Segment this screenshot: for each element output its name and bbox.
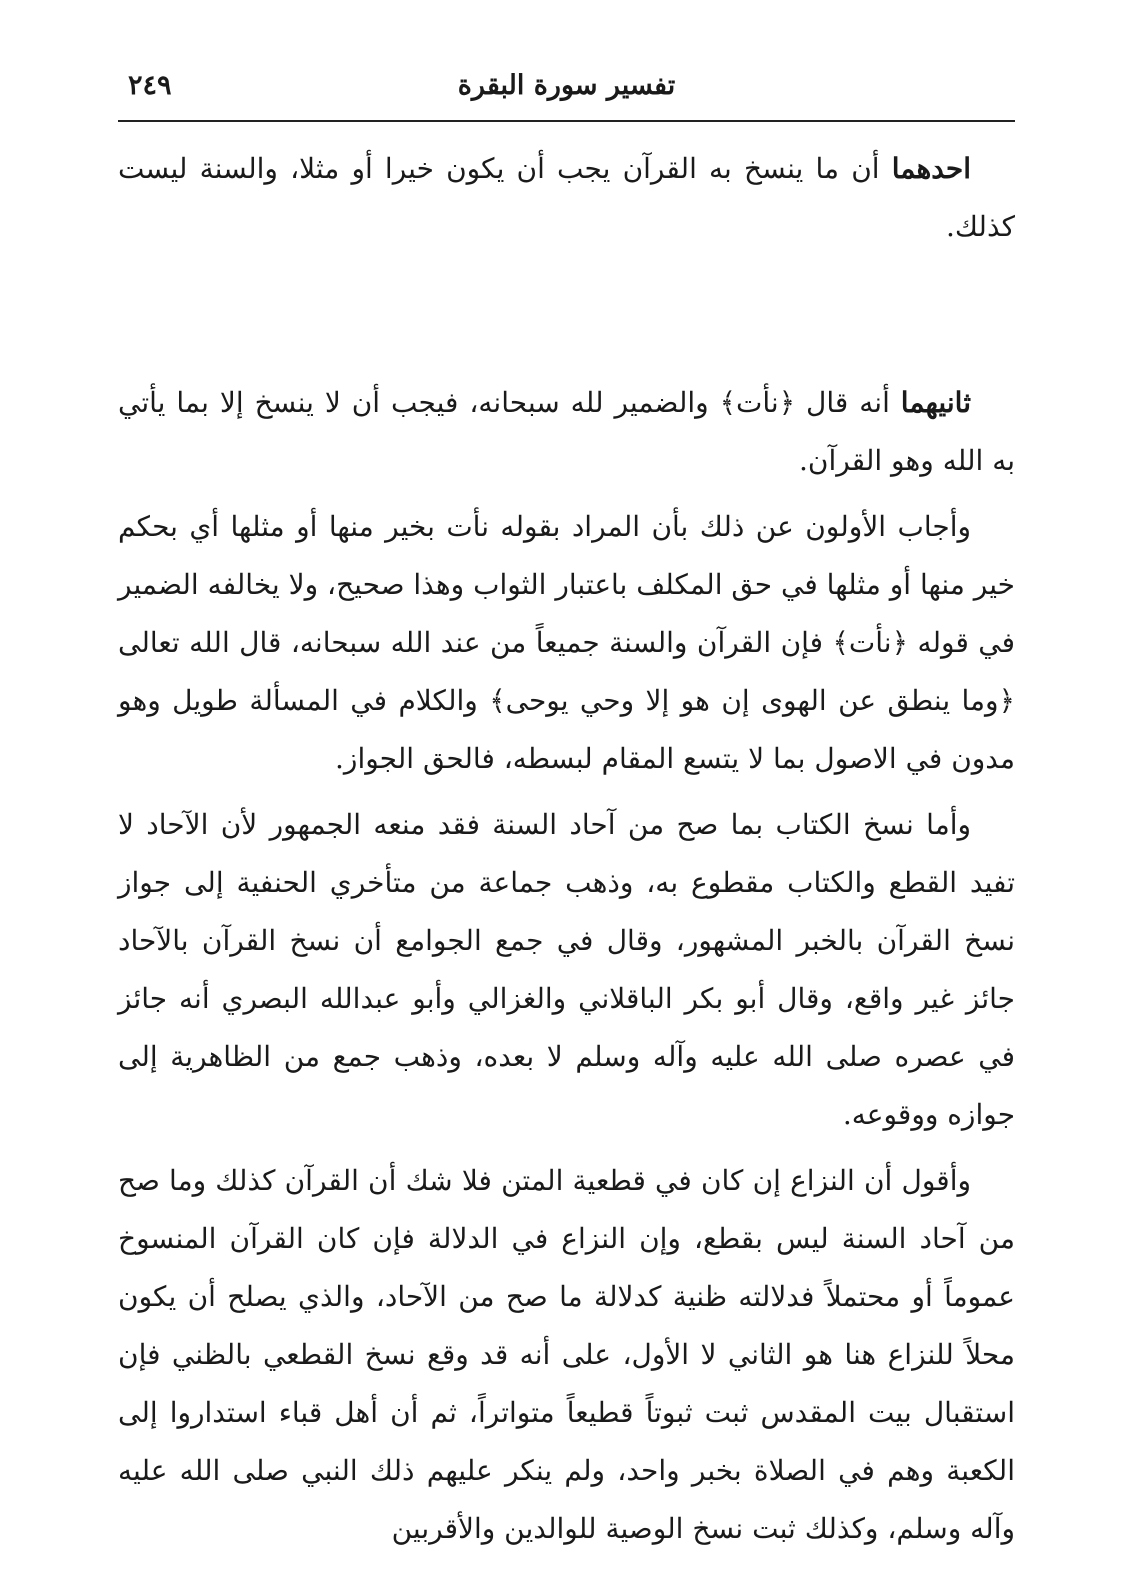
page-number: ٢٤٩ <box>128 70 172 101</box>
paragraph-lead: ثانيهما <box>900 386 971 419</box>
page-header <box>118 62 1015 122</box>
paragraph-text: وأجاب الأولون عن ذلك بأن المراد بقوله نأت بخير منها أو مثلها أي بحكم خير منها أو مثلها في حق المكلف باعتبار الثواب وهذا صحيح، ولا يخالفه الضمير في قوله ﴿نأت﴾ فإن القرآن والسنة جميعاً من عند الله سبحانه، قال الله تعالى ﴿وما ينطق عن الهوى إن هو إلا وحي يوحى﴾ والكلام في المسألة طويل وهو مدون في الاصول بما لا يتسع المقام لبسطه، فالحق الجواز. <box>118 510 1016 775</box>
paragraph <box>118 140 1015 256</box>
paragraph <box>118 374 1015 490</box>
paragraph-text: أن ما ينسخ به القرآن يجب أن يكون خيرا أو مثلا، والسنة ليست كذلك. <box>118 152 1015 243</box>
paragraph <box>118 498 1015 788</box>
paragraph-text: وأما نسخ الكتاب بما صح من آحاد السنة فقد منعه الجمهور لأن الآحاد لا تفيد القطع والكتاب مقطوع به، وذهب جماعة من متأخري الحنفية إلى جواز نسخ القرآن بالخبر المشهور، وقال في جمع الجوامع أن نسخ القرآن بالآحاد جائز غير واقع، وقال أبو بكر الباقلاني والغزالي وأبو عبدالله البصري أنه جائز في عصره صلى الله عليه وآله وسلم لا بعده، وذهب جمع من الظاهرية إلى جوازه ووقوعه. <box>118 808 1015 1131</box>
paragraph <box>118 796 1015 1144</box>
paragraph <box>118 1152 1015 1558</box>
paragraph-lead: احدهما <box>891 152 971 185</box>
paragraph-text: وأقول أن النزاع إن كان في قطعية المتن فلا شك أن القرآن كذلك وما صح من آحاد السنة ليس بقطع، وإن النزاع في الدلالة فإن كان القرآن المنسوخ عموماً أو محتملاً فدلالته ظنية كدلالة ما صح من الآحاد، والذي يصلح أن يكون محلاً للنزاع هنا هو الثاني لا الأول، على أنه قد وقع نسخ القطعي بالظني فإن استقبال بيت المقدس ثبت ثبوتاً قطيعاً متواتراً، ثم أن أهل قباء استداروا إلى الكعبة وهم في الصلاة بخبر واحد، ولم ينكر عليهم ذلك النبي صلى الله عليه وآله وسلم، وكذلك ثبت نسخ الوصية للوالدين والأقربين <box>118 1164 1015 1545</box>
body-text <box>118 140 1015 1566</box>
running-title: تفسير سورة البقرة <box>457 70 676 101</box>
paragraph-text: أنه قال ﴿نأت﴾ والضمير لله سبحانه، فيجب أن لا ينسخ إلا بما يأتي به الله وهو القرآن. <box>118 386 1015 477</box>
